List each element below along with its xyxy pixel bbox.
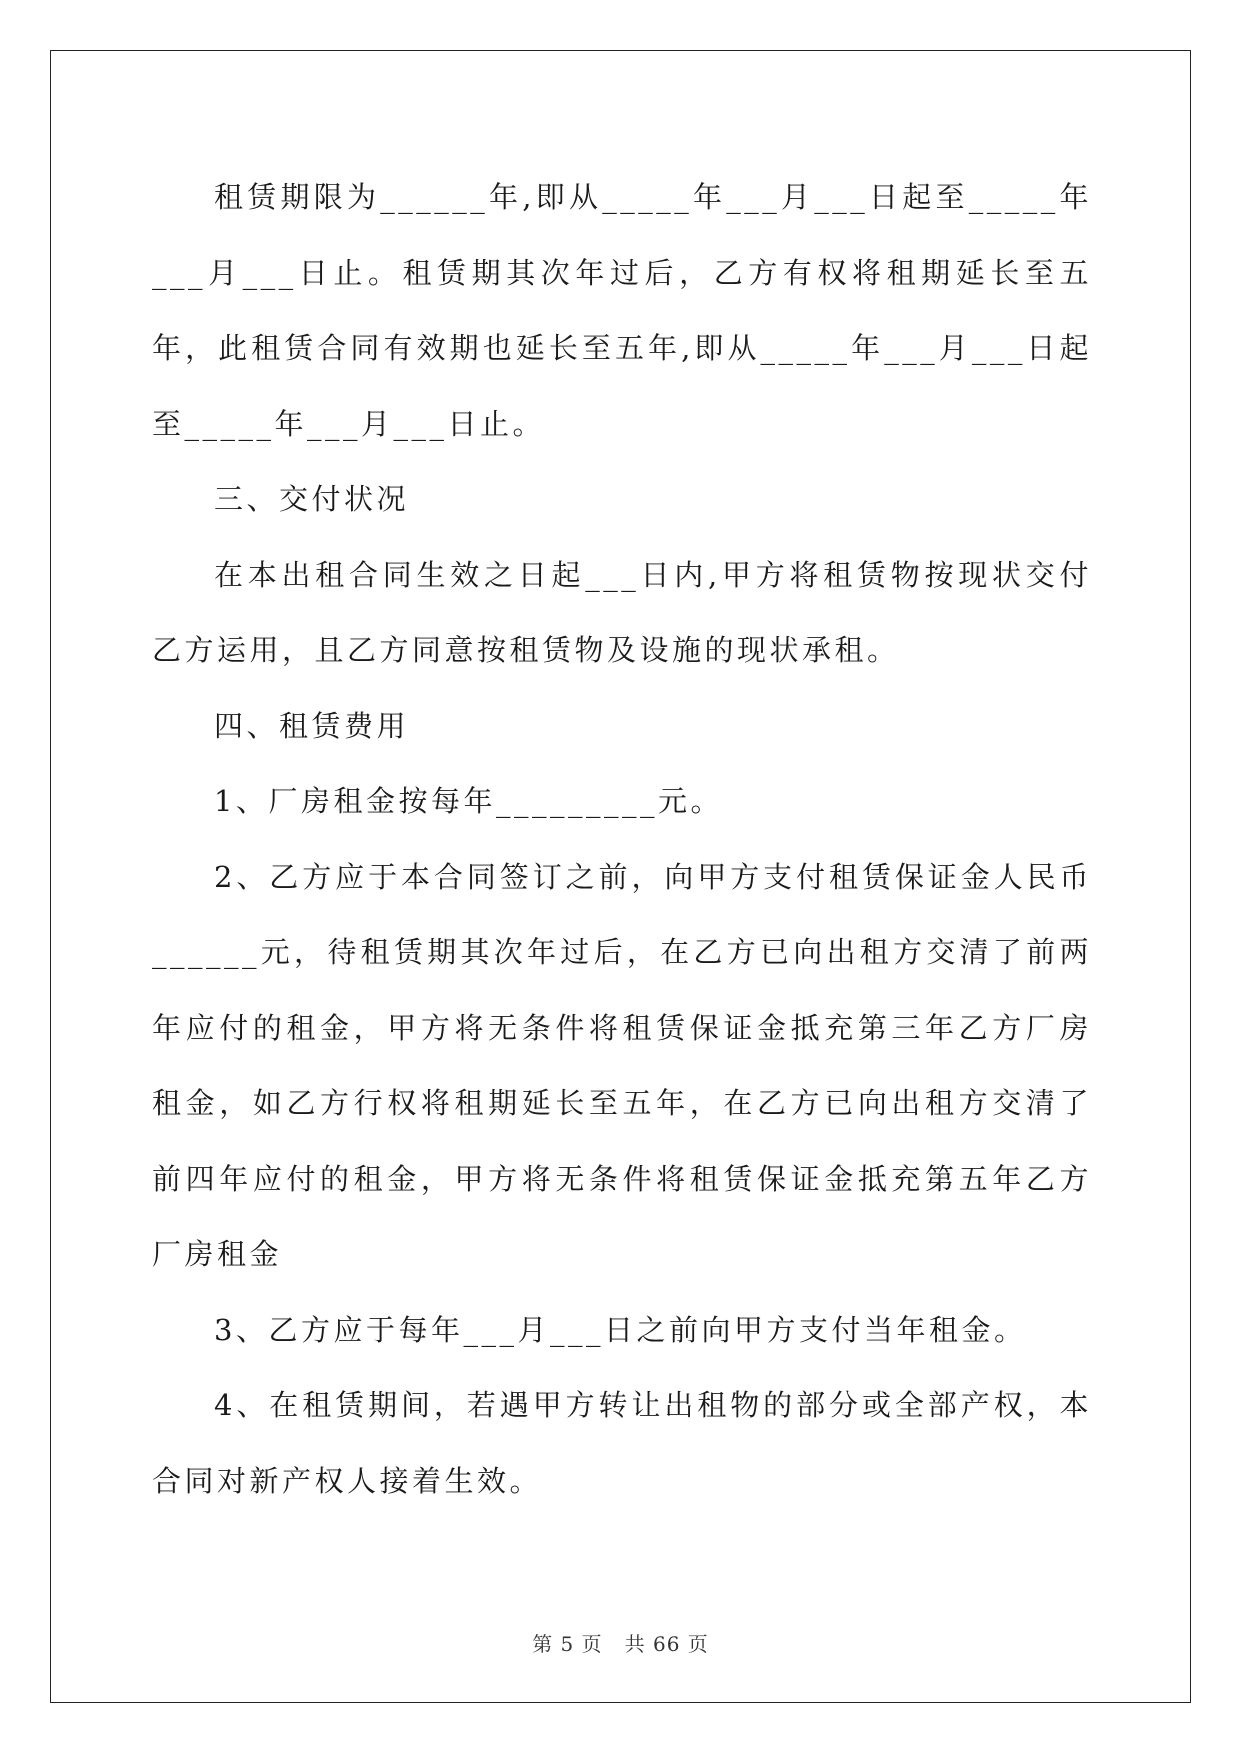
paragraph-rent-item-3: 3、乙方应于每年___月___日之前向甲方支付当年租金。	[214, 1312, 1027, 1347]
paragraph-lease-term: 租赁期限为______年,即从_____年___月___日起至_____年___月___日止。租赁期其次年过后，乙方有权将租期延长至五年，此租赁合同有效期也延长至五年,即从_____年___月___日起至_____年___月___日止。	[152, 180, 1092, 441]
section-heading-delivery: 三、交付状况	[214, 482, 410, 516]
paragraph-delivery: 在本出租合同生效之日起___日内,甲方将租赁物按现状交付乙方运用，且乙方同意按租赁物及设施的现状承租。	[152, 557, 1092, 667]
page-total: 共 66 页	[624, 1632, 709, 1656]
page-footer	[0, 1628, 1241, 1657]
document-body	[152, 160, 1092, 1519]
section-heading-rent: 四、租赁费用	[214, 708, 410, 743]
paragraph-rent-item-1: 1、厂房租金按每年_________元。	[214, 784, 723, 818]
page-number: 第 5 页	[532, 1632, 603, 1656]
paragraph-rent-item-4: 4、在租赁期间，若遇甲方转让出租物的部分或全部产权，本合同对新产权人接着生效。	[152, 1388, 1092, 1498]
paragraph-rent-item-2: 2、乙方应于本合同签订之前，向甲方支付租赁保证金人民币______元，待租赁期其次年过后，在乙方已向出租方交清了前两年应付的租金，甲方将无条件将租赁保证金抵充第三年乙方厂房租金，如乙方行权将租期延长至五年，在乙方已向出租方交清了前四年应付的租金，甲方将无条件将租赁保证金抵充第五年乙方厂房租金	[152, 859, 1092, 1271]
